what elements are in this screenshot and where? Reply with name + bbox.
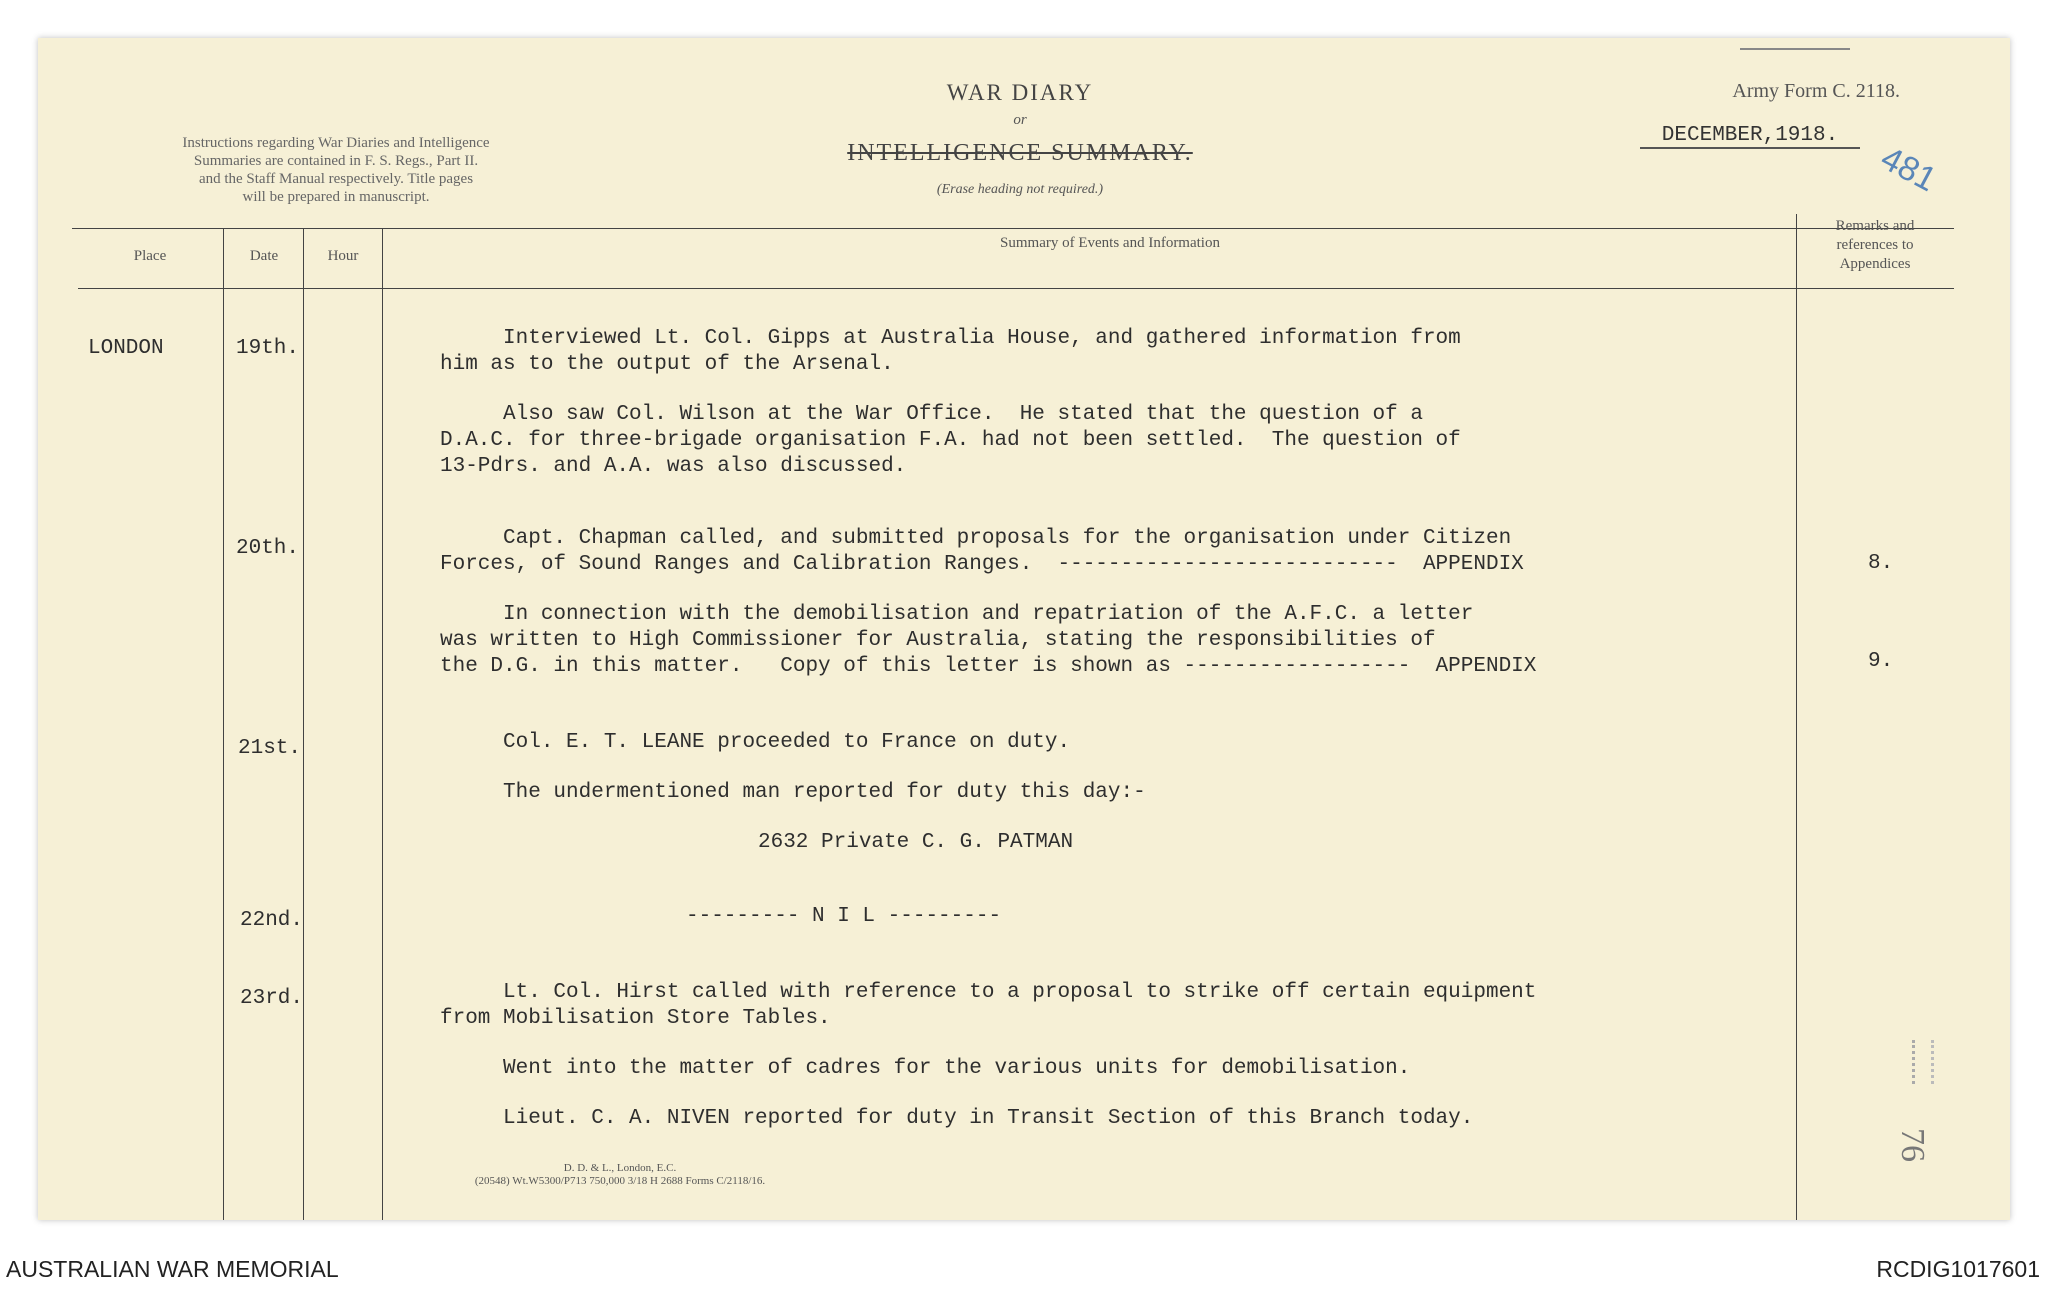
entry-line: In connection with the demobilisation and repatriation of the A.F.C. a letter: [440, 603, 1474, 626]
col-remarks-line: Remarks and: [1835, 218, 1915, 234]
entry-date: 19th.: [236, 337, 300, 360]
page-top-mark: [1740, 30, 1850, 50]
margin-page-number: 76: [1894, 1128, 1931, 1162]
col-hour: Hour: [327, 248, 359, 264]
war-diary-title: WAR DIARY: [946, 80, 1094, 105]
instructions-line: will be prepared in manuscript.: [242, 189, 430, 205]
folio-number: 481: [1874, 138, 1943, 200]
entry-text: [440, 602, 1536, 680]
instructions-note: [116, 134, 556, 206]
entry-line: the D.G. in this matter. Copy of this letter is shown as ------------------ APPENDIX: [440, 655, 1537, 678]
entry-line: Capt. Chapman called, and submitted proposals for the organisation under Citizen: [440, 527, 1512, 550]
entry-line: Lt. Col. Hirst called with reference to a proposal to strike off certain equipment: [440, 981, 1537, 1004]
entry-text: Col. E. T. LEANE proceeded to France on duty.: [440, 731, 1071, 754]
table-top-rule: [72, 228, 1954, 229]
intelligence-summary-title: INTELLIGENCE SUMMARY.: [847, 140, 1193, 166]
col-remarks-line: Appendices: [1839, 256, 1911, 272]
entry-text: The undermentioned man reported for duty this day:-: [440, 781, 1146, 804]
archive-credit: AUSTRALIAN WAR MEMORIAL: [6, 1256, 339, 1282]
remarks-appendix-ref: 8.: [1868, 552, 1894, 575]
entry-text: [440, 980, 1536, 1032]
entry-date: 22nd.: [240, 909, 304, 932]
entry-place: LONDON: [88, 337, 164, 360]
entry-line: 13-Pdrs. and A.A. was also discussed.: [440, 455, 907, 478]
entry-text: [440, 402, 1461, 480]
entry-line: him as to the output of the Arsenal.: [440, 353, 894, 376]
entry-line: Also saw Col. Wilson at the War Office. He stated that the question of a: [440, 403, 1423, 426]
entry-line: Interviewed Lt. Col. Gipps at Australia House, and gathered information from: [440, 327, 1461, 350]
column-divider: [303, 228, 304, 1220]
archive-id: RCDIG1017601: [1876, 1256, 2040, 1282]
month-stamp: DECEMBER,1918.: [1640, 124, 1860, 149]
entry-date: 20th.: [236, 537, 300, 560]
col-summary: Summary of Events and Information: [1000, 235, 1220, 251]
entry-line: Forces, of Sound Ranges and Calibration Ranges. --------------------------- APPENDIX: [440, 553, 1524, 576]
instructions-line: Instructions regarding War Diaries and Intelligence: [182, 135, 490, 151]
printer-line: (20548) Wt.W5300/P713 750,000 3/18 H 2688 Forms C/2118/16.: [474, 1175, 766, 1187]
table-header-rule: [78, 288, 1954, 289]
entry-text: --------- N I L ---------: [686, 905, 1002, 928]
remarks-appendix-ref: 9.: [1868, 650, 1894, 673]
printer-line: D. D. & L., London, E.C.: [563, 1162, 677, 1174]
erase-note: (Erase heading not required.): [936, 182, 1104, 197]
col-date: Date: [249, 248, 279, 264]
entry-text: 2632 Private C. G. PATMAN: [758, 831, 1074, 854]
entry-date: 23rd.: [240, 987, 304, 1010]
entry-text: [440, 526, 1524, 578]
entry-date: 21st.: [238, 737, 302, 760]
faint-stamp: [1912, 1040, 1934, 1084]
col-remarks: [1800, 217, 1950, 274]
instructions-line: Summaries are contained in F. S. Regs., Part II.: [193, 153, 479, 169]
entry-line: D.A.C. for three-brigade organisation F.A. had not been settled. The question of: [440, 429, 1461, 452]
or-text: or: [1013, 112, 1027, 128]
entry-line: from Mobilisation Store Tables.: [440, 1007, 831, 1030]
entry-text: Went into the matter of cadres for the various units for demobilisation.: [440, 1057, 1411, 1080]
col-place: Place: [133, 248, 167, 264]
entry-line: was written to High Commissioner for Australia, stating the responsibilities of: [440, 629, 1436, 652]
column-divider: [382, 228, 383, 1220]
column-divider: [223, 228, 224, 1220]
col-remarks-line: references to: [1836, 237, 1914, 253]
entry-text: [440, 326, 1461, 378]
printer-imprint: [420, 1162, 820, 1188]
column-divider: [1796, 214, 1797, 1220]
entry-text: Lieut. C. A. NIVEN reported for duty in Transit Section of this Branch today.: [440, 1107, 1474, 1130]
army-form-number: Army Form C. 2118.: [1732, 80, 1900, 102]
instructions-line: and the Staff Manual respectively. Title pages: [198, 171, 474, 187]
